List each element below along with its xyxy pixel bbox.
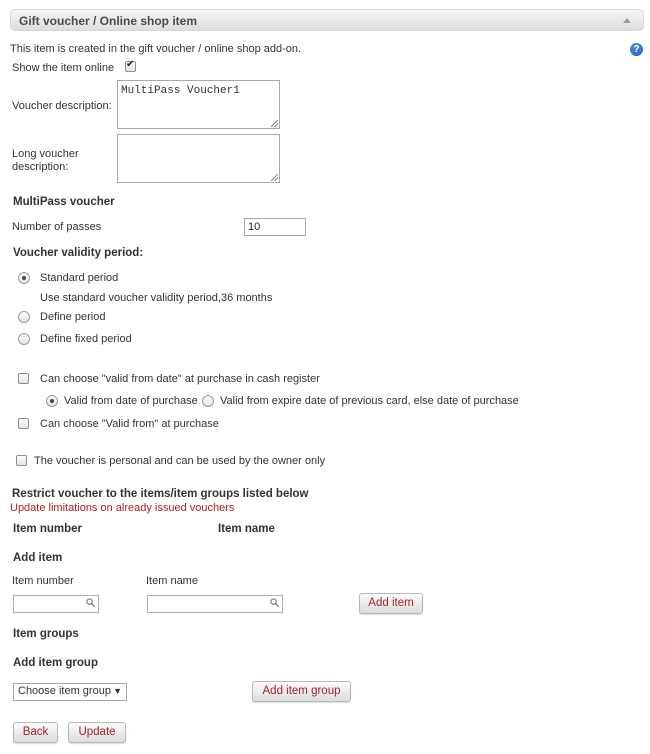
- item-group-select-value: Choose item group: [18, 685, 111, 697]
- show-online-checkbox[interactable]: [125, 61, 136, 72]
- voucher-description-value: MultiPass Voucher1: [121, 85, 240, 97]
- add-item-heading: Add item: [13, 552, 63, 564]
- valid-from-purchase-radio[interactable]: [46, 395, 58, 407]
- add-item-name-label: Item name: [146, 575, 198, 587]
- fixed-period-label: Define fixed period: [40, 333, 132, 345]
- define-period-radio[interactable]: [18, 311, 30, 323]
- long-description-label-2: description:: [12, 161, 69, 173]
- restrict-heading: Restrict voucher to the items/item groups listed below: [12, 488, 309, 500]
- item-groups-heading: Item groups: [13, 628, 79, 640]
- dropdown-arrow-icon: ▼: [113, 686, 122, 696]
- back-button[interactable]: Back: [13, 722, 58, 743]
- update-button[interactable]: Update: [68, 722, 126, 743]
- section-title: Gift voucher / Online shop item: [19, 14, 198, 28]
- personal-voucher-checkbox[interactable]: [16, 455, 27, 466]
- valid-from-at-purchase-checkbox[interactable]: [18, 418, 29, 429]
- cash-register-valid-from-checkbox[interactable]: [18, 373, 29, 384]
- show-online-label: Show the item online: [12, 62, 115, 74]
- collapse-icon[interactable]: [623, 18, 631, 23]
- valid-from-expire-radio[interactable]: [202, 395, 214, 407]
- cash-register-valid-from-label: Can choose "valid from date" at purchase in cash register: [40, 373, 320, 385]
- personal-voucher-label: The voucher is personal and can be used by the owner only: [34, 455, 326, 467]
- update-limitations-link[interactable]: Update limitations on already issued vouchers: [10, 502, 235, 514]
- valid-from-purchase-label: Valid from date of purchase: [64, 395, 198, 407]
- number-of-passes-input[interactable]: 10: [244, 218, 306, 236]
- validity-heading: Voucher validity period:: [13, 247, 144, 259]
- valid-from-at-purchase-label: Can choose "Valid from" at purchase: [40, 418, 219, 430]
- search-icon[interactable]: [86, 598, 95, 607]
- search-icon[interactable]: [270, 598, 279, 607]
- section-header[interactable]: [10, 9, 644, 31]
- info-text: This item is created in the gift voucher / online shop add-on.: [10, 43, 302, 55]
- help-icon[interactable]: ?: [630, 43, 643, 56]
- add-item-group-heading: Add item group: [13, 657, 98, 669]
- long-description-textarea[interactable]: [117, 134, 280, 183]
- add-item-button[interactable]: Add item: [359, 593, 423, 614]
- fixed-period-radio[interactable]: [18, 333, 30, 345]
- multipass-heading: MultiPass voucher: [13, 196, 115, 208]
- voucher-description-label: Voucher description:: [12, 100, 112, 112]
- resize-grip-icon[interactable]: [271, 174, 278, 181]
- standard-period-label: Standard period: [40, 272, 119, 284]
- define-period-label: Define period: [40, 311, 106, 323]
- item-name-column-header: Item name: [218, 523, 275, 535]
- number-of-passes-label: Number of passes: [12, 221, 102, 233]
- item-name-search-input[interactable]: [147, 595, 283, 613]
- valid-from-expire-label: Valid from expire date of previous card, else date of purchase: [220, 395, 519, 407]
- add-item-number-label: Item number: [12, 575, 74, 587]
- item-number-search-input[interactable]: [13, 595, 99, 613]
- standard-period-note: Use standard voucher validity period,36 months: [40, 292, 273, 304]
- long-description-label-1: Long voucher: [12, 148, 79, 160]
- item-number-column-header: Item number: [13, 523, 83, 535]
- add-item-group-button[interactable]: Add item group: [252, 681, 351, 702]
- voucher-description-textarea[interactable]: [117, 80, 280, 129]
- item-group-select[interactable]: [13, 683, 127, 701]
- resize-grip-icon[interactable]: [271, 120, 278, 127]
- standard-period-radio[interactable]: [18, 272, 30, 284]
